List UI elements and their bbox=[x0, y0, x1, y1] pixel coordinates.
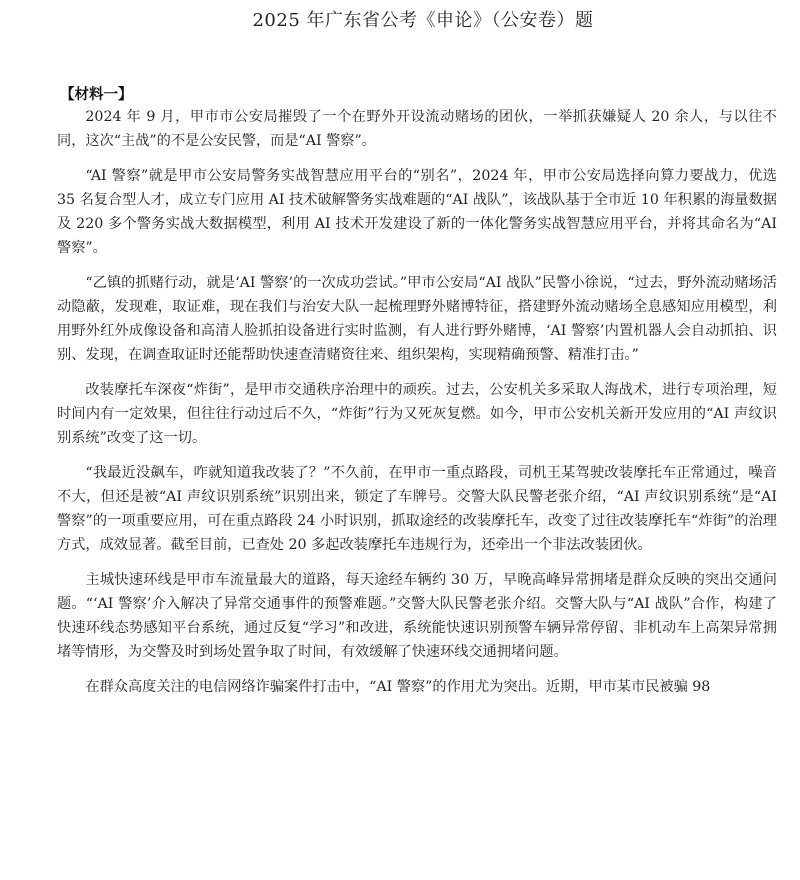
paragraph: “乙镇的抓赌行动，就是‘AI 警察’的一次成功尝试。”甲市公安局“AI 战队”民警小徐说，“过去，野外流动赌场活动隐蔽，发现难，取证难，现在我们与治安大队一起梳理野外赌博特征，搭建野外流动赌场全息感知应用模型，利用野外红外成像设备和高清人脸抓拍设备进行实时监测，有人进行野外赌博，‘AI 警察’内置机器人会自动抓拍、识别、发现，在调查取证时还能帮助快速查清赌资往来、组织架构，实现精确预警、精准打击。” bbox=[57, 275, 777, 363]
document-title: 2025 年广东省公考《申论》（公安卷）题 bbox=[252, 10, 594, 31]
paragraph: “AI 警察”就是甲市公安局警务实战智慧应用平台的“别名”，2024 年，甲市公安局选择向算力要战力，优选 35 名复合型人才，成立专门应用 AI 技术破解警务实战难题的“AI 战队”，该战队基于全市近 10 年积累的海量数据及 220 多个警务实战大数据模型，利用 AI 技术开发建设了新的一体化警务实战智慧应用平台，并将其命名为“AI 警察”。 bbox=[57, 168, 777, 256]
paragraph: “我最近没飙车，咋就知道我改装了？”不久前，在甲市一重点路段，司机王某驾驶改装摩托车正常通过，噪音不大，但还是被“AI 声纹识别系统”识别出来，锁定了车牌号。交警大队民警老张介绍，“AI 声纹识别系统”是“AI 警察”的一项重要应用，可在重点路段 24 小时识别，抓取途经的改装摩托车，改变了过往改装摩托车“炸街”的治理方式，成效显著。截至目前，已查处 20 多起改装摩托车违规行为，还牵出一个非法改装团伙。 bbox=[57, 465, 777, 553]
paragraph: 主城快速环线是甲市车流量最大的道路，每天途经车辆约 30 万，早晚高峰异常拥堵是群众反映的突出交通问题。“‘AI 警察’介入解决了异常交通事件的预警难题。”交警大队民警老张介绍。交警大队与“AI 战队”合作，构建了快速环线态势感知平台系统，通过反复“学习”和改进，系统能快速识别预警车辆异常停留、非机动车上高架异常拥堵等情形，为交警及时到场处置争取了时间，有效缓解了快速环线交通拥堵问题。 bbox=[57, 572, 777, 660]
section-heading-material-1: 【材料一】 bbox=[60, 87, 133, 103]
material-body bbox=[57, 105, 777, 699]
paragraph: 2024 年 9 月，甲市市公安局摧毁了一个在野外开设流动赌场的团伙，一举抓获嫌疑人 20 余人，与以往不同，这次“主战”的不是公安民警，而是“AI 警察”。 bbox=[57, 109, 777, 149]
paragraph: 在群众高度关注的电信网络诈骗案件打击中，“AI 警察”的作用尤为突出。近期，甲市某市民被骗 98 bbox=[85, 679, 711, 695]
paragraph: 改装摩托车深夜“炸街”，是甲市交通秩序治理中的顽疾。过去，公安机关多采取人海战术，进行专项治理，短时间内有一定效果，但往往行动过后不久，“炸街”行为又死灰复燃。如今，甲市公安机关新开发应用的“AI 声纹识别系统”改变了这一切。 bbox=[57, 382, 777, 446]
